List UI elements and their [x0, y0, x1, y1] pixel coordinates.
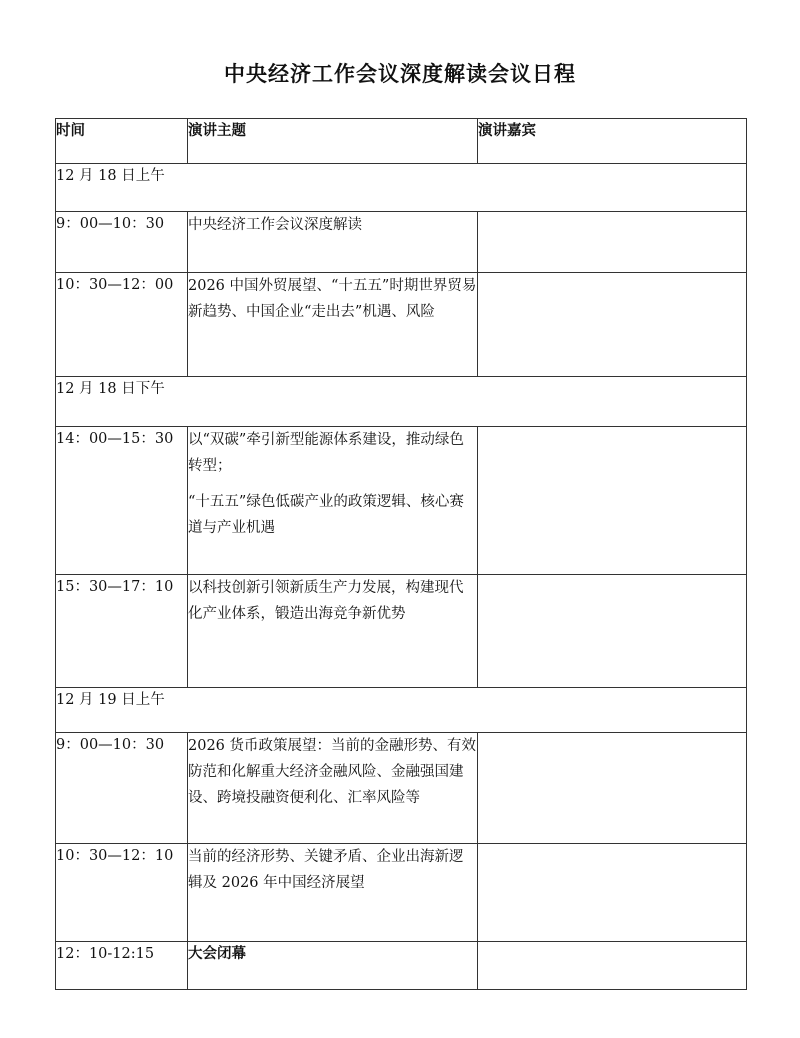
day-label: 12 月 18 日下午 — [56, 377, 747, 427]
session-topic: 2026 中国外贸展望、“十五五”时期世界贸易新趋势、中国企业“走出去”机遇、风险 — [188, 273, 478, 377]
session-time: 9：00—10：30 — [56, 212, 188, 273]
header-row — [56, 119, 747, 164]
session-time: 15：30—17：10 — [56, 575, 188, 688]
day-label: 12 月 18 日上午 — [56, 164, 747, 212]
session-row — [56, 844, 747, 942]
session-row — [56, 273, 747, 377]
closing-row — [56, 942, 747, 990]
session-row — [56, 733, 747, 844]
session-topic: 当前的经济形势、关键矛盾、企业出海新逻辑及 2026 年中国经济展望 — [188, 844, 478, 942]
day-label: 12 月 19 日上午 — [56, 688, 747, 733]
session-row — [56, 427, 747, 575]
day-row — [56, 164, 747, 212]
page-title: 中央经济工作会议深度解读会议日程 — [224, 61, 576, 86]
session-row — [56, 212, 747, 273]
session-speaker — [478, 212, 747, 273]
session-topic: 以科技创新引领新质生产力发展，构建现代化产业体系，锻造出海竞争新优势 — [188, 575, 478, 688]
session-speaker — [478, 427, 747, 575]
session-speaker — [478, 273, 747, 377]
header-time: 时间 — [56, 119, 188, 164]
closing-time: 12：10-12:15 — [56, 942, 188, 990]
closing-speaker — [478, 942, 747, 990]
closing-topic: 大会闭幕 — [188, 942, 478, 990]
header-topic: 演讲主题 — [188, 119, 478, 164]
session-time: 10：30—12：00 — [56, 273, 188, 377]
session-topic: 中央经济工作会议深度解读 — [188, 212, 478, 273]
session-time: 9：00—10：30 — [56, 733, 188, 844]
session-topic: 2026 货币政策展望：当前的金融形势、有效防范和化解重大经济金融风险、金融强国建设、跨境投融资便利化、汇率风险等 — [188, 733, 478, 844]
schedule-table — [55, 118, 747, 990]
day-row — [56, 377, 747, 427]
header-speaker: 演讲嘉宾 — [478, 119, 747, 164]
session-time: 14：00—15：30 — [56, 427, 188, 575]
session-speaker — [478, 575, 747, 688]
session-speaker — [478, 844, 747, 942]
session-row — [56, 575, 747, 688]
session-topic: 以“双碳”牵引新型能源体系建设，推动绿色转型； “十五五”绿色低碳产业的政策逻辑、核心赛道与产业机遇 — [188, 427, 478, 575]
session-speaker — [478, 733, 747, 844]
session-time: 10：30—12：10 — [56, 844, 188, 942]
day-row — [56, 688, 747, 733]
